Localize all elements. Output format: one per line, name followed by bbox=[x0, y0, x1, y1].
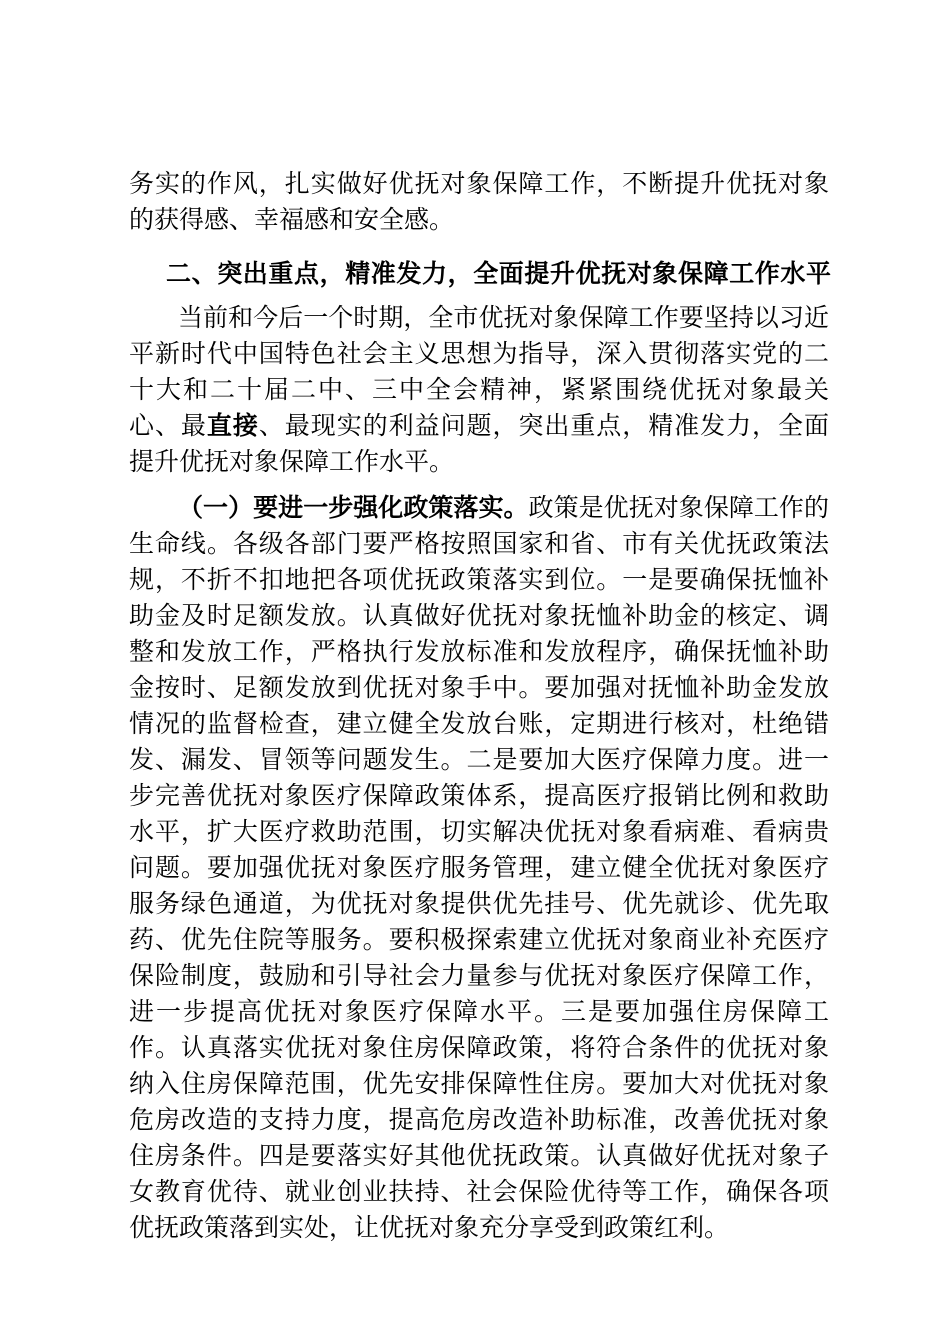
text-line: 十大和二十届二中、三中全会精神，紧紧围绕优抚对象最关 bbox=[129, 375, 829, 404]
text-line: 发、漏发、冒领等问题发生。二是要加大医疗保障力度。进一 bbox=[129, 745, 829, 774]
text-line: 平新时代中国特色社会主义思想为指导，深入贯彻落实党的二 bbox=[129, 339, 829, 368]
text-line: 纳入住房保障范围，优先安排保障性住房。要加大对优抚对象 bbox=[129, 1069, 829, 1098]
text-line: 危房改造的支持力度，提高危房改造补助标准，改善优抚对象 bbox=[129, 1105, 829, 1134]
bold-text-segment: 直接 bbox=[206, 411, 259, 440]
text-line: 保险制度，鼓励和引导社会力量参与优抚对象医疗保障工作， bbox=[129, 961, 829, 990]
text-segment: 心、最 bbox=[129, 411, 207, 440]
text-line bbox=[129, 408, 829, 444]
text-segment: 政策是优抚对象保障工作的 bbox=[528, 493, 829, 522]
text-line: 步完善优抚对象医疗保障政策体系，提高医疗报销比例和救助 bbox=[129, 781, 829, 810]
section-heading: 二、突出重点，精准发力，全面提升优抚对象保障工作水平 bbox=[166, 259, 831, 288]
text-line: 药、优先住院等服务。要积极探索建立优抚对象商业补充医疗 bbox=[129, 925, 829, 954]
text-line bbox=[178, 490, 829, 526]
text-line: 作。认真落实优抚对象住房保障政策，将符合条件的优抚对象 bbox=[129, 1033, 829, 1062]
text-line: 金按时、足额发放到优抚对象手中。要加强对抚恤补助金发放 bbox=[129, 673, 829, 702]
text-line: 住房条件。四是要落实好其他优抚政策。认真做好优抚对象子 bbox=[129, 1141, 829, 1170]
text-line: 情况的监督检查，建立健全发放台账，定期进行核对，杜绝错 bbox=[129, 709, 829, 738]
text-line: 优抚政策落到实处，让优抚对象充分享受到政策红利。 bbox=[129, 1213, 730, 1242]
text-line: 规，不折不扣地把各项优抚政策落实到位。一是要确保抚恤补 bbox=[129, 565, 829, 594]
text-line: 助金及时足额发放。认真做好优抚对象抚恤补助金的核定、调 bbox=[129, 601, 829, 630]
text-line: 提升优抚对象保障工作水平。 bbox=[129, 447, 455, 476]
text-line: 当前和今后一个时期，全市优抚对象保障工作要坚持以习近 bbox=[178, 303, 829, 332]
text-line: 整和发放工作，严格执行发放标准和发放程序，确保抚恤补助 bbox=[129, 637, 829, 666]
text-line: 女教育优待、就业创业扶持、社会保险优待等工作，确保各项 bbox=[129, 1177, 829, 1206]
text-line: 生命线。各级各部门要严格按照国家和省、市有关优抚政策法 bbox=[129, 529, 829, 558]
text-line: 水平，扩大医疗救助范围，切实解决优抚对象看病难、看病贵 bbox=[129, 817, 829, 846]
text-line: 服务绿色通道，为优抚对象提供优先挂号、优先就诊、优先取 bbox=[129, 889, 829, 918]
text-line: 问题。要加强优抚对象医疗服务管理，建立健全优抚对象医疗 bbox=[129, 853, 829, 882]
text-line: 务实的作风，扎实做好优抚对象保障工作，不断提升优抚对象 bbox=[129, 169, 829, 198]
paragraph-lead: （一）要进一步强化政策落实。 bbox=[178, 493, 529, 522]
text-line: 的获得感、幸福感和安全感。 bbox=[129, 205, 455, 234]
text-segment: 、最现实的利益问题，突出重点，精准发力，全面 bbox=[258, 411, 829, 440]
text-line: 进一步提高优抚对象医疗保障水平。三是要加强住房保障工 bbox=[129, 997, 829, 1026]
